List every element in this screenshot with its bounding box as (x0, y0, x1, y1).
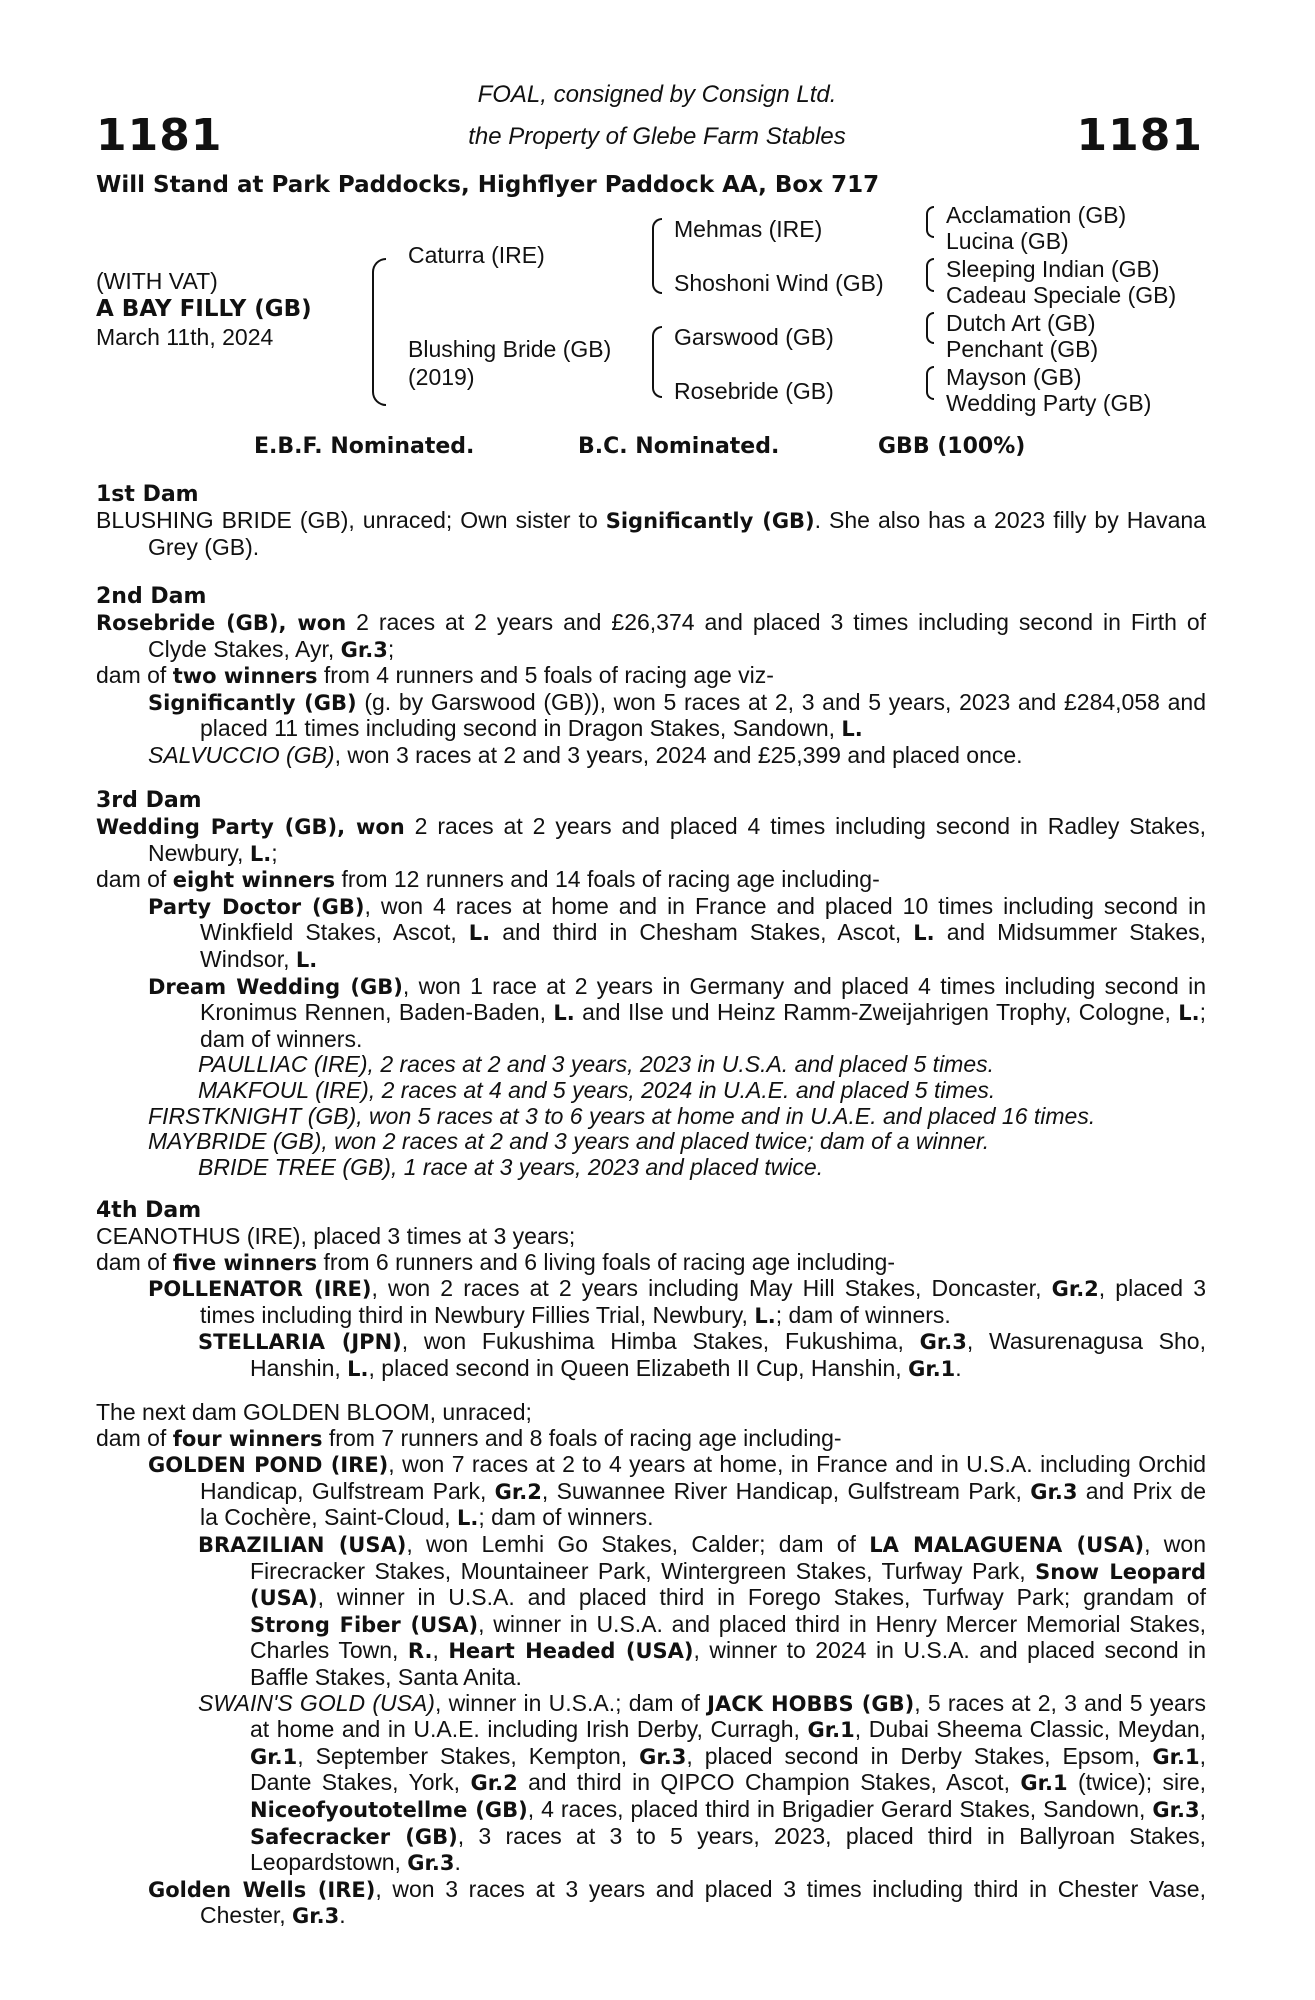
third-dam-foal-4: MAYBRIDE (GB), won 2 races at 2 and 3 years and placed twice; dam of a winner. (148, 1128, 990, 1155)
pedigree-g7: Mayson (GB) (946, 364, 1082, 390)
third-dam-grandfoal-1: PAULLIAC (IRE), 2 races at 2 and 3 years, 2023 in U.S.A. and placed 5 times. (198, 1051, 995, 1078)
next-dam-foal-2: BRAZILIAN (USA), won Lemhi Go Stakes, Calder; dam of LA MALAGUENA (USA), won Firecracker Stakes, Mountaineer Park, Wintergreen Stakes, Turfway Park, Snow Leopard (USA), winner in U.S.A. and placed third in Forego Stakes, Turfway Park; grandam of Strong Fiber (USA), winner in U.S.A. and placed third in Henry Mercer Memorial Stakes, Charles Town, R., Heart Headed (USA), winner to 2024 in U.S.A. and placed second in Baffle Stakes, Santa Anita. (198, 1530, 1207, 1690)
first-dam-text: BLUSHING BRIDE (GB), unraced; Own sister to Significantly (GB). She also has a 2023 filly by Havana Grey (GB). (96, 507, 1206, 560)
ebf-nominated: E.B.F. Nominated. (254, 434, 475, 459)
fourth-dam-record: CEANOTHUS (IRE), placed 3 times at 3 years; (96, 1223, 576, 1249)
third-dam-foal-2: Dream Wedding (GB), won 1 race at 2 years in Germany and placed 4 times including second in Kronimus Rennen, Baden-Baden, L. and Ilse und Heinz Ramm-Zweijahrigen Trophy, Cologne, L.; dam of winners. (148, 972, 1206, 1052)
third-dam-produce: dam of eight winners from 12 runners and 14 foals of racing age including- (96, 866, 880, 893)
pedigree-g3: Sleeping Indian (GB) (946, 256, 1160, 282)
fourth-dam-title: 4th Dam (96, 1198, 202, 1223)
bc-nominated: B.C. Nominated. (578, 434, 780, 459)
third-dam-foal-1: Party Doctor (GB), won 4 races at home and in France and placed 10 times including second in Winkfield Stakes, Ascot, L. and third in Chesham Stakes, Ascot, L. and Midsummer Stakes, Windsor, L. (148, 892, 1206, 972)
second-dam-section (96, 584, 1206, 769)
pedigree-dam-sire: Garswood (GB) (674, 324, 834, 350)
horse-name: A BAY FILLY (GB) (96, 296, 312, 322)
third-dam-section (96, 788, 1206, 1180)
pedigree-g1: Acclamation (GB) (946, 202, 1127, 228)
property-line: the Property of Glebe Farm Stables (468, 123, 846, 150)
pedigree-brace-main (372, 258, 386, 406)
pedigree-g2: Lucina (GB) (946, 228, 1069, 254)
pedigree-brace-g34 (926, 258, 934, 292)
pedigree-brace-g56 (926, 312, 934, 344)
fourth-dam-grandfoal-1: STELLARIA (JPN), won Fukushima Himba Stakes, Fukushima, Gr.3, Wasurenagusa Sho, Hanshin, L., placed second in Queen Elizabeth II Cup, Hanshin, Gr.1. (198, 1328, 1206, 1381)
vat-label: (WITH VAT) (96, 268, 218, 294)
pedigree-g8: Wedding Party (GB) (946, 390, 1152, 416)
second-dam-title: 2nd Dam (96, 584, 207, 609)
pedigree-sire-sire: Mehmas (IRE) (674, 216, 823, 242)
third-dam-foal-3: FIRSTKNIGHT (GB), won 5 races at 3 to 6 years at home and in U.A.E. and placed 16 times. (148, 1102, 1096, 1129)
stand-location: Will Stand at Park Paddocks, Highflyer Paddock AA, Box 717 (96, 172, 880, 198)
fourth-dam-section (96, 1198, 1206, 1383)
second-dam-produce: dam of two winners from 4 runners and 5 foals of racing age viz- (96, 662, 774, 689)
third-dam-grandfoal-2: MAKFOUL (IRE), 2 races at 4 and 5 years, 2024 in U.A.E. and placed 5 times. (198, 1076, 996, 1103)
pedigree-g5: Dutch Art (GB) (946, 310, 1096, 336)
next-dam-record: The next dam GOLDEN BLOOM, unraced; (96, 1399, 532, 1425)
third-dam-record: Wedding Party (GB), won 2 races at 2 years and placed 4 times including second in Radley Stakes, Newbury, L.; (96, 813, 1206, 866)
fourth-dam-foal-1: POLLENATOR (IRE), won 2 races at 2 years including May Hill Stakes, Doncaster, Gr.2, placed 3 times including third in Newbury Fillies Trial, Newbury, L.; dam of winners. (148, 1275, 1206, 1328)
pedigree-brace-g78 (926, 366, 934, 400)
next-dam-section (96, 1400, 1206, 1930)
next-dam-foal-3: SWAIN'S GOLD (USA), winner in U.S.A.; dam of JACK HOBBS (GB), 5 races at 2, 3 and 5 years at home and in U.A.E. including Irish Derby, Curragh, Gr.1, Dubai Sheema Classic, Meydan, Gr.1, September Stakes, Kempton, Gr.3, placed second in Derby Stakes, Epsom, Gr.1, Dante Stakes, York, Gr.2 and third in QIPCO Champion Stakes, Ascot, Gr.1 (twice); sire, Niceofyoutotellme (GB), 4 races, placed third in Brigadier Gerard Stakes, Sandown, Gr.3, Safecracker (GB), 3 races at 3 to 5 years, 2023, placed third in Ballyroan Stakes, Leopardstown, Gr.3. (198, 1689, 1207, 1876)
next-dam-foal-4: Golden Wells (IRE), won 3 races at 3 years and placed 3 times including third in Chester Vase, Chester, Gr.3. (148, 1875, 1206, 1929)
first-dam-title: 1st Dam (96, 482, 199, 507)
next-dam-foal-1: GOLDEN POND (IRE), won 7 races at 2 to 4 years at home, in France and in U.S.A. including Orchid Handicap, Gulfstream Park, Gr.2, Suwannee River Handicap, Gulfstream Park, Gr.3 and Prix de la Cochère, Saint-Cloud, L.; dam of winners. (148, 1451, 1207, 1531)
next-dam-produce: dam of four winners from 7 runners and 8 foals of racing age including- (96, 1424, 842, 1451)
lot-number-right: 1181 (1076, 110, 1203, 161)
horse-dob: March 11th, 2024 (96, 324, 274, 350)
second-dam-foal-2: SALVUCCIO (GB), won 3 races at 2 and 3 years, 2024 and £25,399 and placed once. (148, 741, 1023, 768)
consignor-line: FOAL, consigned by Consign Ltd. (477, 81, 837, 108)
pedigree-brace-g12 (926, 206, 934, 238)
second-dam-record: Rosebride (GB), won 2 races at 2 years and £26,374 and placed 3 times including second in Firth of Clyde Stakes, Ayr, Gr.3; (96, 609, 1207, 662)
pedigree-dam-year: (2019) (408, 364, 475, 390)
fourth-dam-produce: dam of five winners from 6 runners and 6 living foals of racing age including- (96, 1248, 895, 1275)
first-dam-section (96, 482, 1206, 560)
pedigree-g4: Cadeau Speciale (GB) (946, 282, 1177, 308)
gbb-percentage: GBB (100%) (878, 434, 1026, 459)
second-dam-foal-1: Significantly (GB) (g. by Garswood (GB)), won 5 races at 2, 3 and 5 years, 2023 and £284,058 and placed 11 times including second in Dragon Stakes, Sandown, L. (148, 688, 1206, 742)
third-dam-title: 3rd Dam (96, 788, 202, 813)
pedigree-brace-sire (652, 218, 662, 294)
pedigree-dam-dam: Rosebride (GB) (674, 378, 834, 404)
pedigree-brace-dam (652, 326, 662, 398)
third-dam-grandfoal-3: BRIDE TREE (GB), 1 race at 3 years, 2023 and placed twice. (198, 1153, 824, 1180)
lot-number-left: 1181 (96, 110, 223, 161)
pedigree-sire-dam: Shoshoni Wind (GB) (674, 270, 884, 296)
pedigree-dam: Blushing Bride (GB) (408, 336, 612, 362)
pedigree-sire: Caturra (IRE) (408, 242, 545, 268)
pedigree-g6: Penchant (GB) (946, 336, 1099, 362)
